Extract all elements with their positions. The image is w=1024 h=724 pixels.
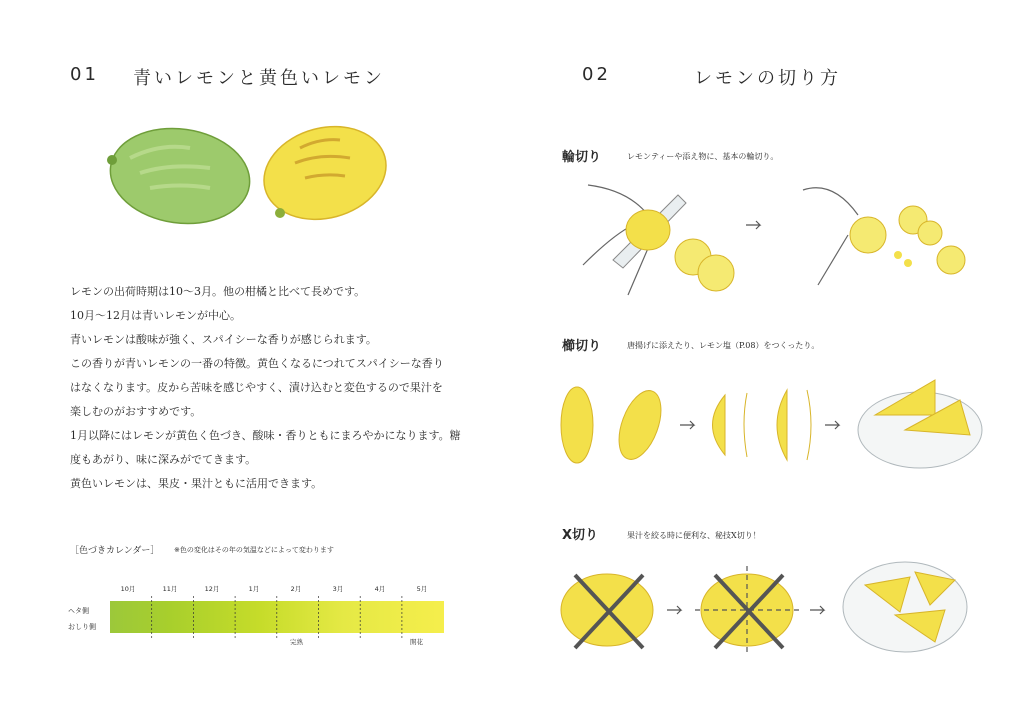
lemons-illustration bbox=[100, 118, 400, 233]
calendar-note: ※色の変化はその年の気温などによって変わります bbox=[174, 546, 334, 554]
x-cut-illustration bbox=[555, 560, 985, 660]
cut-title-wedge: 櫛切り bbox=[562, 339, 602, 354]
month-label: 1月 bbox=[248, 585, 260, 593]
arrow-icon bbox=[667, 606, 681, 614]
calendar-row-label: おしり側 bbox=[68, 623, 96, 631]
cut-desc-round: レモンティーや添え物に、基本の輪切り。 bbox=[627, 152, 779, 161]
section-title-cutting: レモンの切り方 bbox=[694, 68, 841, 89]
paragraph-line: 黄色いレモンは、果皮・果汁ともに活用できます。 bbox=[70, 477, 323, 490]
green-lemon-image bbox=[104, 120, 256, 233]
section-number-02: 02 bbox=[582, 64, 611, 85]
month-label: 11月 bbox=[162, 585, 178, 593]
wedge-cut-illustration bbox=[555, 375, 985, 475]
cut-title-x: X切り bbox=[562, 528, 599, 543]
arrow-icon bbox=[746, 221, 760, 229]
paragraph-line: レモンの出荷時期は10〜3月。他の柑橘と比べて長めです。 bbox=[70, 285, 366, 298]
cut-title-round: 輪切り bbox=[562, 150, 602, 165]
month-label: 12月 bbox=[204, 585, 220, 593]
arrow-icon bbox=[825, 421, 839, 429]
lemon-description bbox=[70, 280, 461, 496]
paragraph-line: 度もあがり、味に深みがでてきます。 bbox=[70, 453, 257, 466]
calendar-dividers bbox=[110, 596, 446, 638]
calendar-title: ［色づきカレンダー］ bbox=[70, 546, 160, 556]
bloom-marker: 開花 bbox=[410, 638, 423, 646]
arrow-icon bbox=[680, 421, 694, 429]
round-cut-illustration bbox=[568, 175, 978, 305]
section-number-01: 01 bbox=[70, 64, 99, 85]
paragraph-line: はなくなります。皮から苦味を感じやすく、漬け込むと変色するので果汁を bbox=[70, 381, 443, 394]
paragraph-line: 1月以降にはレモンが黄色く色づき、酸味・香りともにまろやかになります。糖 bbox=[70, 429, 461, 442]
yellow-lemon-image bbox=[253, 118, 396, 233]
ripe-marker: 完熟 bbox=[290, 638, 303, 646]
cut-desc-x: 果汁を絞る時に便利な、秘技X切り！ bbox=[627, 531, 761, 540]
paragraph-line: 10月〜12月は青いレモンが中心。 bbox=[70, 309, 241, 322]
month-label: 5月 bbox=[416, 585, 428, 593]
section-title-lemon-colors: 青いレモンと黄色いレモン bbox=[133, 68, 385, 89]
month-label: 3月 bbox=[332, 585, 344, 593]
paragraph-line: 楽しむのがおすすめです。 bbox=[70, 405, 202, 418]
paragraph-line: 青いレモンは酸味が強く、スパイシーな香りが感じられます。 bbox=[70, 333, 377, 346]
calendar-row-label: ヘタ側 bbox=[68, 607, 89, 615]
month-label: 2月 bbox=[290, 585, 302, 593]
month-label: 10月 bbox=[120, 585, 136, 593]
cut-desc-wedge: 唐揚げに添えたり、レモン塩（P.08）をつくったり。 bbox=[627, 341, 820, 350]
paragraph-line: この香りが青いレモンの一番の特徴。黄色くなるにつれてスパイシーな香り bbox=[70, 357, 444, 370]
arrow-icon bbox=[810, 606, 824, 614]
month-label: 4月 bbox=[374, 585, 386, 593]
